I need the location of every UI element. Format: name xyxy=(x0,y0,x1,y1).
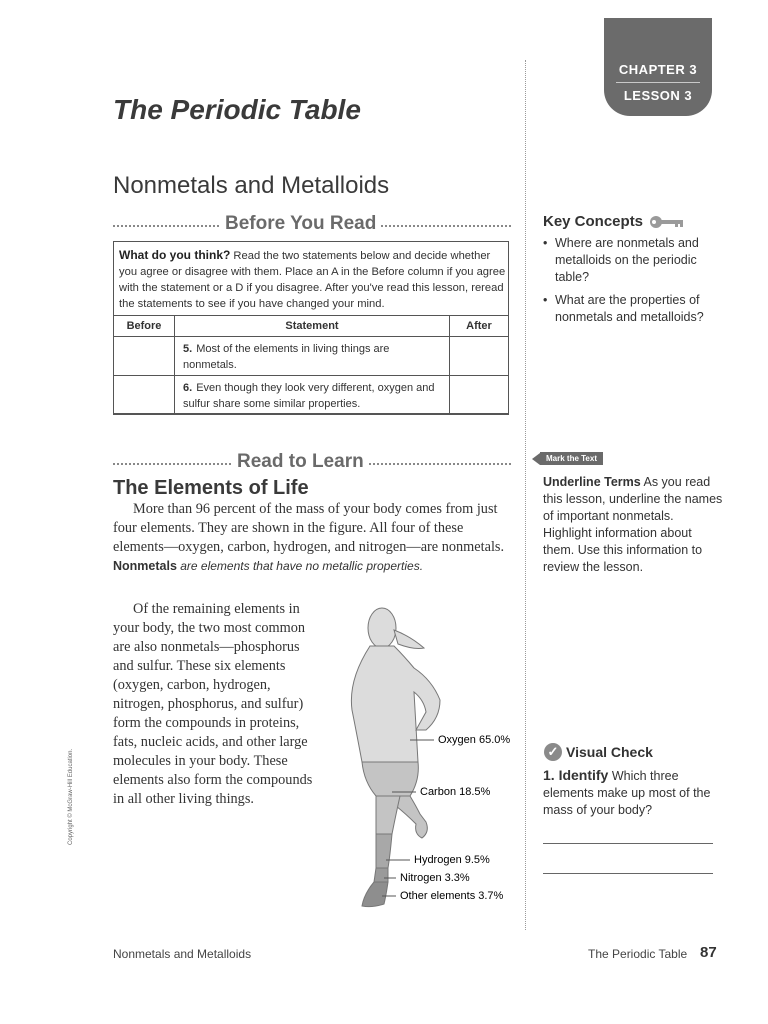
copyright-notice xyxy=(66,735,82,845)
runner-hips xyxy=(362,762,418,796)
col-statement: Statement xyxy=(175,316,450,337)
read-to-learn-banner: Read to Learn xyxy=(233,451,368,473)
tab-divider xyxy=(616,82,700,83)
before-you-read-banner: Before You Read xyxy=(221,213,380,235)
runner-head xyxy=(368,608,396,648)
think-instructions xyxy=(119,247,507,312)
chapter-label: CHAPTER 3 xyxy=(618,62,698,77)
col-before: Before xyxy=(114,316,175,337)
lesson-label: LESSON 3 xyxy=(623,88,693,103)
answer-line[interactable] xyxy=(543,873,713,874)
checkmark-icon: ✓ xyxy=(544,743,562,761)
table-row xyxy=(114,376,509,415)
key-concept-item: • Where are nonmetals and metalloids on the periodic table? xyxy=(543,235,721,286)
table-header-row xyxy=(114,316,509,337)
statement-text: Even though they look very different, oxygen and sulfur share some similar properties. xyxy=(183,382,435,410)
key-concepts-list xyxy=(543,235,721,332)
underline-terms-heading: Underline Terms xyxy=(543,475,641,489)
page-title: The Periodic Table xyxy=(113,94,361,125)
underline-terms-note xyxy=(543,474,723,576)
before-cell[interactable] xyxy=(114,337,175,376)
anticipation-table xyxy=(113,315,509,415)
runner-shin xyxy=(376,834,392,868)
col-after: After xyxy=(450,316,509,337)
before-cell[interactable] xyxy=(114,376,175,415)
oxygen-label: Oxygen 65.0% xyxy=(438,734,511,746)
footer-chapter: The Periodic Table xyxy=(588,947,688,961)
visual-check-question xyxy=(543,767,721,819)
key-icon xyxy=(649,215,685,229)
page-number: 87 xyxy=(700,944,717,961)
runner-foot xyxy=(362,882,388,907)
key-concept-item: • What are the properties of nonmetals and metalloids? xyxy=(543,292,721,326)
nitrogen-label: Nitrogen 3.3% xyxy=(400,872,470,884)
identify-label: 1. Identify xyxy=(543,767,609,783)
body-paragraph-1 xyxy=(113,500,509,576)
runner-torso xyxy=(351,646,440,762)
statement-cell xyxy=(175,337,450,376)
mark-the-text-arrow-icon xyxy=(532,453,540,465)
para1-text: More than 96 percent of the mass of your body comes from just four elements. They are shown in the figure. All four of these elements—oxygen, carbon, hydrogen, and nitrogen—are nonmetals. xyxy=(113,501,505,555)
footer-lesson: Nonmetals and Metalloids xyxy=(113,947,252,961)
statement-cell xyxy=(175,376,450,415)
underline-terms-text: As you read this lesson, underline the names of important nonmetals. Highlight information about them. Use this information to review the lesson. xyxy=(543,475,723,574)
statement-number: 5. xyxy=(183,343,193,355)
keyword-nonmetals: Nonmetals xyxy=(113,559,177,573)
key-concepts-heading xyxy=(543,213,685,230)
section-heading: The Elements of Life xyxy=(113,477,309,499)
hydrogen-label: Hydrogen 9.5% xyxy=(414,854,490,866)
statement-number: 6. xyxy=(183,382,193,394)
definition-text: are elements that have no metallic properties. xyxy=(176,559,424,573)
think-text: Read the two statements below and decide whether you agree or disagree with them. Place an A in the Before column if you agree with the statement or a D if you disagree. After you've read this lesson, reread the statements to see if you have changed your mind. xyxy=(119,250,506,310)
body-paragraph-2: Of the remaining elements in your body, the two most common are also nonmetals—phosphorus and sulfur. These six elements (oxygen, carbon, hydrogen, nitrogen, phosphorus, and sulfur) form the compounds in proteins, fats, nucleic acids, and other large molecules in your body. These elements also form the compounds in all other living things. xyxy=(113,601,313,807)
statement-text: Most of the elements in living things are nonmetals. xyxy=(183,343,390,371)
key-concepts-title: Key Concepts xyxy=(543,213,644,230)
after-cell[interactable] xyxy=(450,337,509,376)
after-cell[interactable] xyxy=(450,376,509,415)
table-row xyxy=(114,337,509,376)
carbon-label: Carbon 18.5% xyxy=(420,786,491,798)
think-label: What do you think? xyxy=(119,248,231,262)
runner-thigh xyxy=(376,796,400,834)
answer-line[interactable] xyxy=(543,843,713,844)
other-elements-label: Other elements 3.7% xyxy=(400,890,504,902)
runner-back-leg xyxy=(396,796,427,838)
visual-check-heading: Visual Check xyxy=(566,744,653,760)
mark-the-text-tag: Mark the Text xyxy=(540,452,603,465)
chapter-tab xyxy=(604,18,712,116)
runner-ponytail xyxy=(394,630,424,649)
runner-ankle xyxy=(374,868,388,882)
elements-of-body-figure xyxy=(330,600,530,920)
question-text: Which three elements make up most of the mass of your body? xyxy=(543,769,711,817)
lesson-title: Nonmetals and Metalloids xyxy=(113,172,390,199)
copyright-text: Copyright © McGraw-Hill Education. xyxy=(68,748,74,845)
